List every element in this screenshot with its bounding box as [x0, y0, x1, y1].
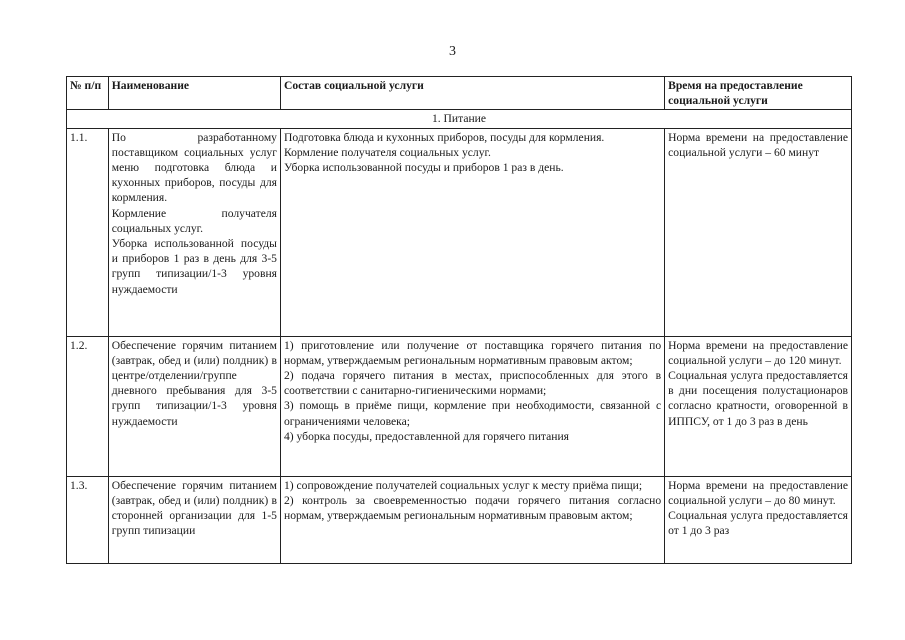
- row-time-line: Социальная услуга предоставляется от 1 до 3 раз: [668, 509, 848, 538]
- section-row: [67, 110, 852, 128]
- row-composition-line: 2) контроль за своевременностью подачи горячего питания согласно нормам, утверждаемым региональным нормативным правовым актом;: [283, 493, 662, 523]
- section-title: 1. Питание: [67, 110, 852, 128]
- row-composition: [280, 476, 664, 563]
- page-number: 3: [449, 44, 456, 59]
- row-time-line: Норма времени на предоставление социальной услуги – 60 минут: [668, 130, 848, 159]
- header-composition: Состав социальной услуги: [280, 77, 664, 110]
- row-time-line: Норма времени на предоставление социальной услуги – до 120 минут.: [668, 338, 848, 367]
- row-number: 1.2.: [67, 336, 109, 476]
- header-num: № п/п: [67, 77, 109, 110]
- row-time: [665, 336, 852, 476]
- table-row: [67, 336, 852, 476]
- row-time: [665, 476, 852, 563]
- row-time-line: Норма времени на предоставление социальной услуги – до 80 минут.: [668, 478, 848, 507]
- row-composition-line: 1) приготовление или получение от поставщика горячего питания по нормам, утверждаемым региональным нормативным правовым актом;: [283, 338, 662, 367]
- row-name: [108, 476, 280, 563]
- row-composition-line: 1) сопровождение получателей социальных услуг к месту приёма пищи;: [283, 478, 643, 492]
- row-composition-line: Уборка использованной посуды и приборов 1 раз в день.: [283, 161, 564, 175]
- row-name: [108, 128, 280, 336]
- row-time-line: Социальная услуга предоставляется в дни посещения полустационаров согласно кратности, оговоренной в ИППСУ, от 1 до 3 раз в день: [668, 369, 848, 428]
- row-composition-line: 4) уборка посуды, предоставленной для горячего питания: [283, 429, 570, 443]
- services-table: [66, 76, 852, 564]
- row-composition: [280, 128, 664, 336]
- row-name-line: По разработанному поставщиком социальных услуг меню подготовка блюда и кухонных приборов, посуды для кормления.: [111, 130, 277, 205]
- row-composition-line: Кормление получателя социальных услуг.: [283, 145, 491, 159]
- row-composition: [280, 336, 664, 476]
- row-name-line: Кормление получателя социальных услуг.: [111, 206, 277, 235]
- header-time: Время на предоставление социальной услуги: [665, 77, 852, 110]
- row-name: [108, 336, 280, 476]
- row-composition-line: Подготовка блюда и кухонных приборов, посуды для кормления.: [283, 130, 605, 144]
- header-name: Наименование: [108, 77, 280, 110]
- row-name-line: Уборка использованной посуды и приборов 1 раз в день для 3-5 групп типизации/1-3 уровня нуждаемости: [111, 237, 277, 296]
- row-number: 1.1.: [67, 128, 109, 336]
- row-name-line: Обеспечение горячим питанием (завтрак, обед и (или) полдник) в сторонней организации для 1-5 групп типизации: [111, 478, 277, 538]
- row-name-line: Обеспечение горячим питанием (завтрак, обед и (или) полдник) в центре/отделении/группе дневного пребывания для 3-5 групп типизации/1-3 уровня нуждаемости: [111, 338, 277, 428]
- row-composition-line: 2) подача горячего питания в местах, приспособленных для этого в соответствии с санитарно-гигиеническими нормами;: [283, 369, 662, 398]
- row-time: [665, 128, 852, 336]
- table-header-row: [67, 77, 852, 110]
- table-row: [67, 128, 852, 336]
- row-composition-line: 3) помощь в приёме пищи, кормление при необходимости, связанной с ограничениями человека;: [283, 399, 662, 428]
- row-number: 1.3.: [67, 476, 109, 563]
- table-row: [67, 476, 852, 563]
